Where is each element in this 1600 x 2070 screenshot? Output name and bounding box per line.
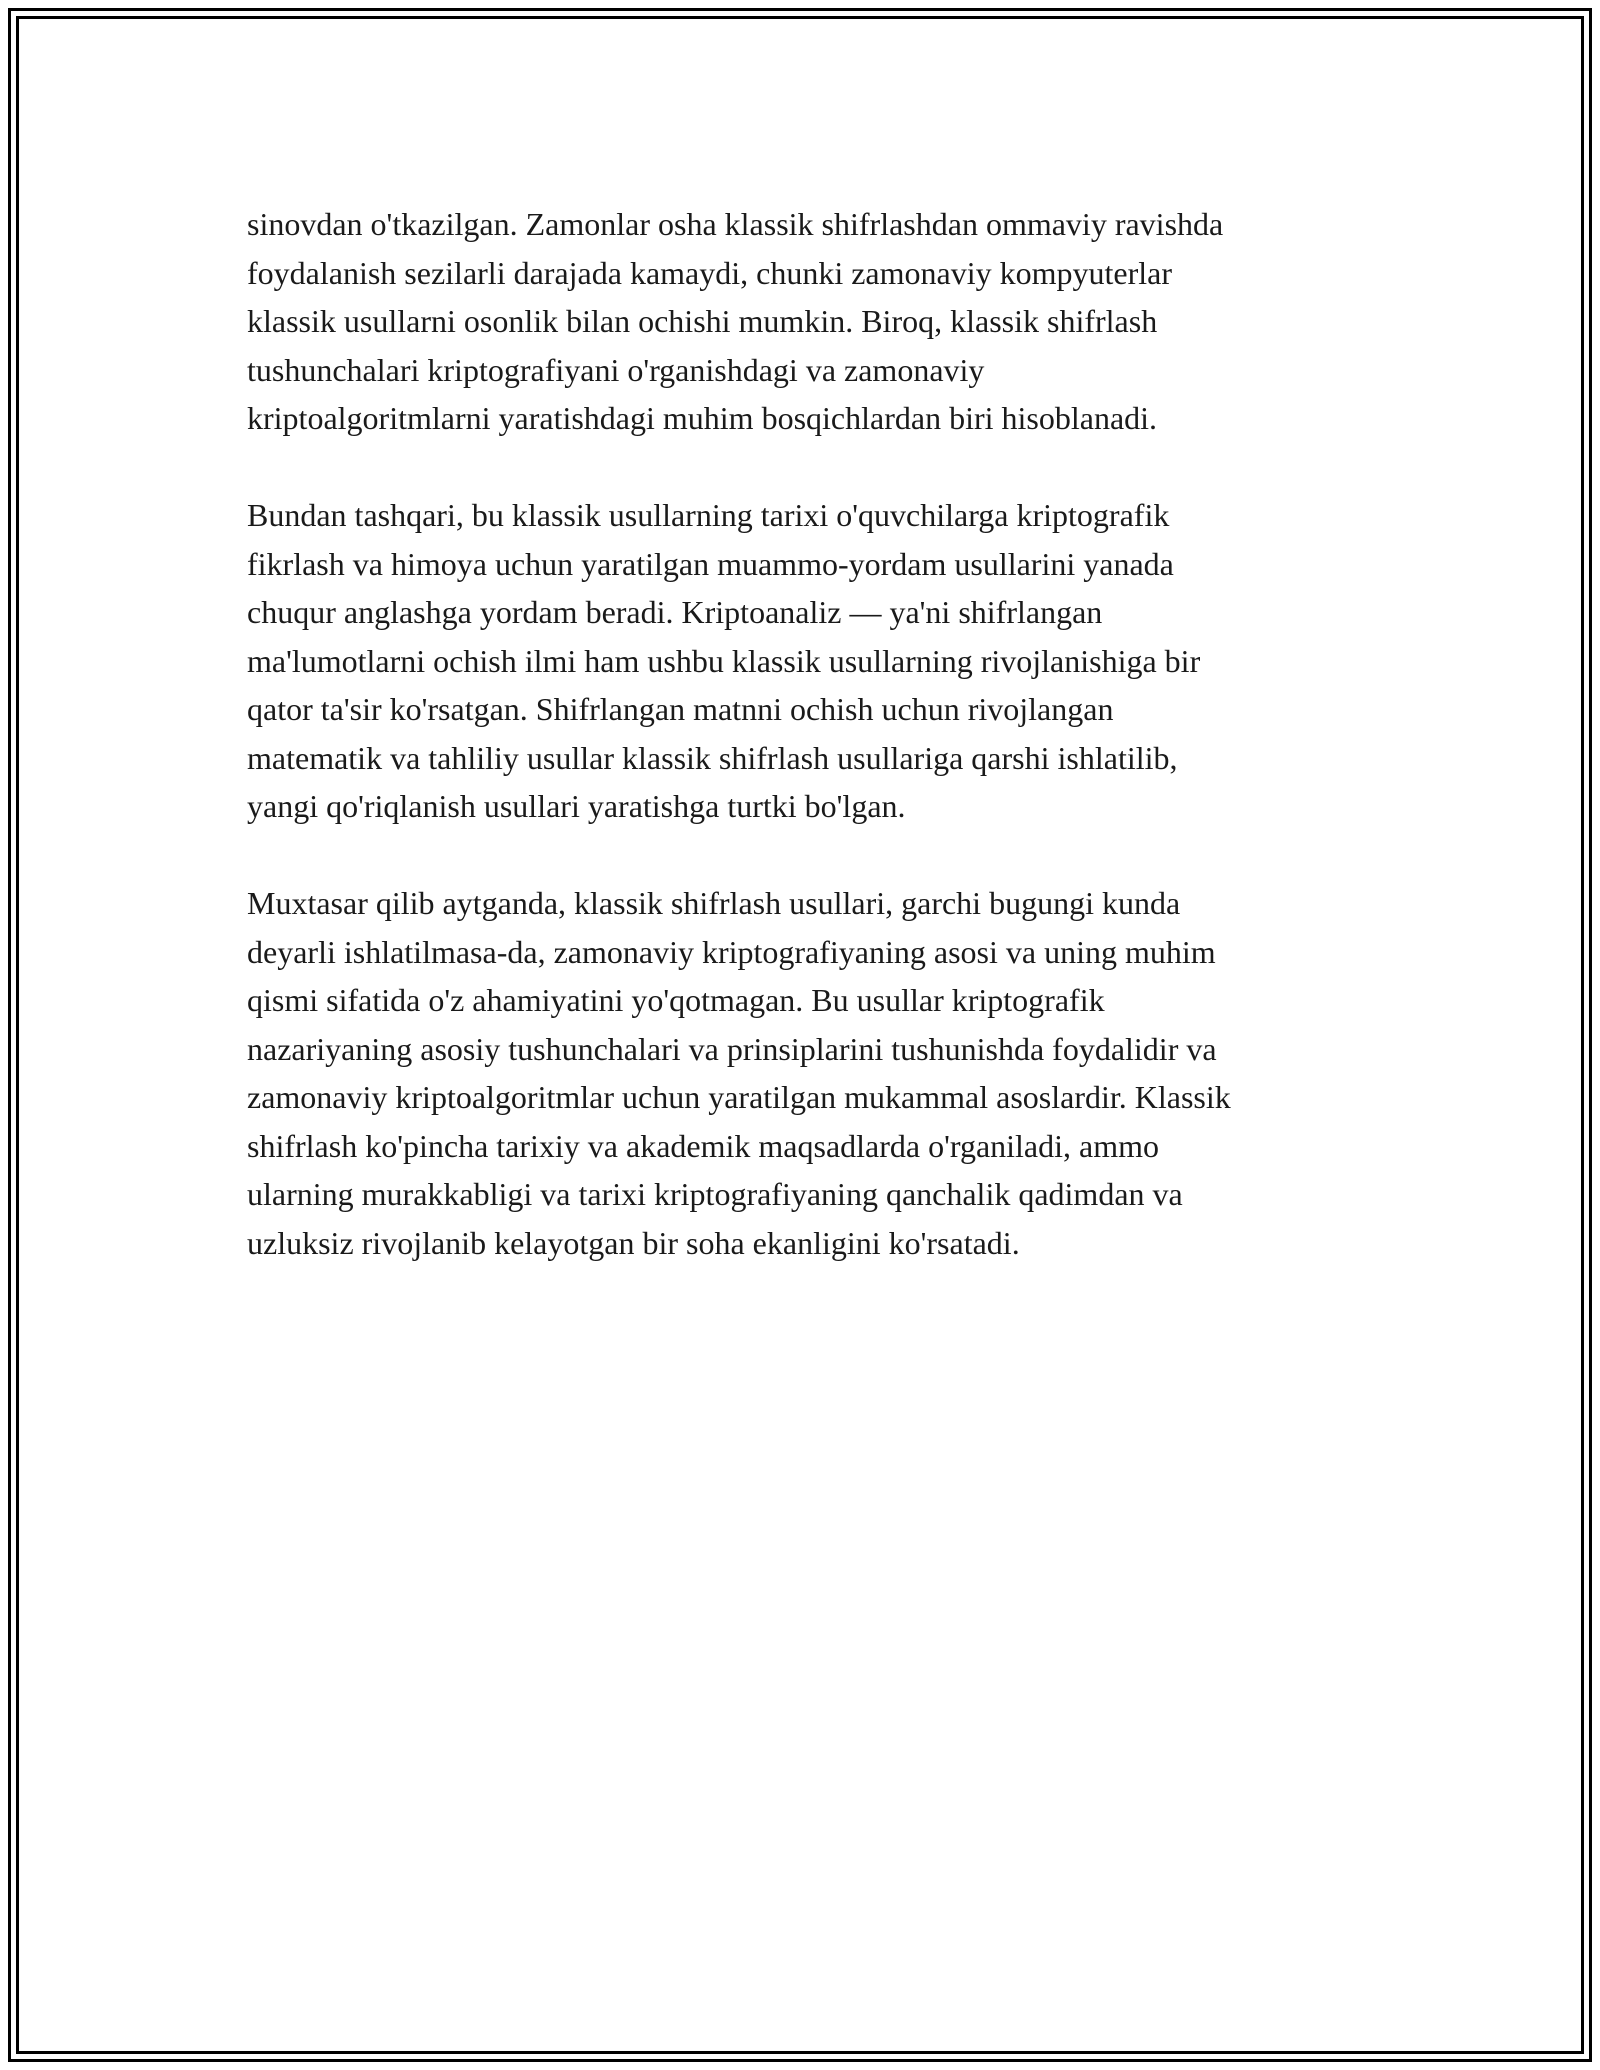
paragraph-line: qismi sifatida o'z ahamiyatini yo'qotmagan. Bu usullar kriptografik	[247, 982, 1105, 1018]
paragraph-line: shifrlash ko'pincha tarixiy va akademik maqsadlarda o'rganiladi, ammo	[247, 1127, 1159, 1164]
paragraph-line: fikrlash va himoya uchun yaratilgan muammo-yordam usullarini yanada	[247, 545, 1174, 582]
paragraph-line: matematik va tahliliy usullar klassik shifrlash usullariga qarshi ishlatilib,	[247, 739, 1178, 776]
page-frame	[8, 8, 1592, 2062]
paragraph-line: chuqur anglashga yordam beradi. Kriptoanaliz — ya'ni shifrlangan	[247, 594, 1103, 630]
paragraph-line: uzluksiz rivojlanib kelayotgan bir soha ekanligini ko'rsatadi.	[247, 1224, 1020, 1261]
paragraph-line: nazariyaning asosiy tushunchalari va prinsiplarini tushunishda foydalidir va	[247, 1030, 1217, 1067]
paragraph-line: ma'lumotlarni ochish ilmi ham ushbu klassik usullarning rivojlanishiga bir	[247, 642, 1201, 679]
paragraph-line: klassik usullarni osonlik bilan ochishi mumkin. Biroq, klassik shifrlash	[247, 303, 1158, 339]
paragraph-line: foydalanish sezilarli darajada kamaydi, chunki zamonaviy kompyuterlar	[247, 254, 1172, 291]
paragraph-line: kriptoalgoritmlarni yaratishdagi muhim bosqichlardan biri hisoblanadi.	[247, 400, 1158, 436]
paragraph-line: qator ta'sir ko'rsatgan. Shifrlangan matnni ochish uchun rivojlangan	[247, 691, 1114, 727]
paragraph-3	[247, 879, 1387, 1267]
paragraph-1	[247, 200, 1387, 443]
paragraph-line: zamonaviy kriptoalgoritmlar uchun yaratilgan mukammal asoslardir. Klassik	[247, 1079, 1231, 1115]
paragraph-line: tushunchalari kriptografiyani o'rganishdagi va zamonaviy	[247, 351, 985, 388]
paragraph-line: Muxtasar qilib aytganda, klassik shifrlash usullari, garchi bugungi kunda	[247, 885, 1181, 921]
paragraph-line: sinovdan o'tkazilgan. Zamonlar osha klassik shifrlashdan ommaviy ravishda	[247, 206, 1224, 242]
document-body	[247, 200, 1387, 1316]
paragraph-line: ularning murakkabligi va tarixi kriptografiyaning qanchalik qadimdan va	[247, 1176, 1183, 1212]
paragraph-line: Bundan tashqari, bu klassik usullarning tarixi o'quvchilarga kriptografik	[247, 497, 1170, 533]
paragraph-line: deyarli ishlatilmasa-da, zamonaviy kriptografiyaning asosi va uning muhim	[247, 933, 1216, 970]
paragraph-2	[247, 491, 1387, 831]
paragraph-line: yangi qo'riqlanish usullari yaratishga turtki bo'lgan.	[247, 788, 906, 824]
